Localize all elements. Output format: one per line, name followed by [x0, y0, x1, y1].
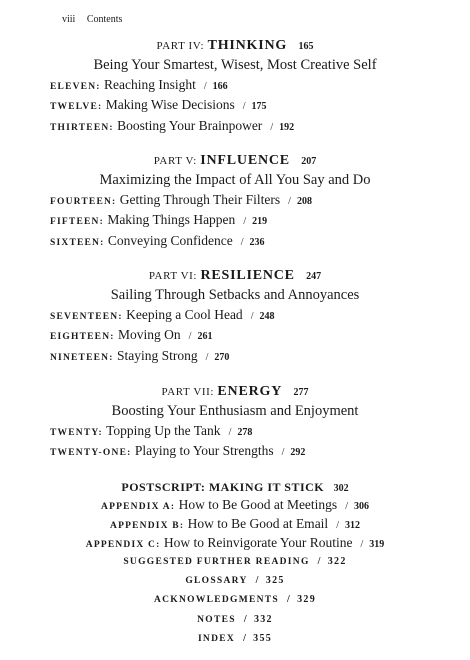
chapter-number: FOURTEEN: [50, 197, 117, 207]
chapter-entry[interactable] [50, 423, 252, 439]
separator: / [243, 633, 248, 644]
chapter-page-number: 166 [212, 81, 228, 92]
separator: / [360, 539, 364, 550]
back-matter-entry[interactable] [0, 575, 470, 586]
separator: / [243, 614, 248, 625]
chapter-title: Reaching Insight [104, 77, 196, 92]
part-heading [0, 384, 470, 420]
back-matter-page-number: 355 [253, 633, 273, 644]
separator: / [203, 81, 207, 92]
part-subtitle: Sailing Through Setbacks and Annoyances [110, 287, 360, 303]
separator: / [281, 447, 285, 458]
chapter-entry[interactable] [50, 348, 229, 364]
chapter-page-number: 175 [251, 101, 267, 112]
part-label: PART IV: [156, 40, 205, 52]
back-matter-entry[interactable] [0, 633, 470, 644]
separator: / [270, 122, 274, 133]
separator: / [250, 311, 254, 322]
back-matter-title: SUGGESTED FURTHER READING [123, 557, 310, 567]
part-title: RESILIENCE [200, 268, 295, 283]
postscript-title: MAKING IT STICK [208, 480, 325, 494]
chapter-entry[interactable] [50, 97, 267, 113]
chapter-title: Playing to Your Strengths [134, 443, 274, 458]
back-matter-page-number: 325 [265, 575, 285, 586]
chapter-number: NINETEEN: [50, 353, 114, 363]
appendix-entry[interactable] [0, 497, 470, 513]
separator: / [288, 196, 291, 207]
chapter-page-number: 236 [249, 237, 265, 248]
chapter-entry[interactable] [50, 212, 267, 228]
part-page-number: 277 [293, 387, 309, 398]
chapter-title: Staying Strong [116, 348, 198, 363]
appendix-label: APPENDIX C: [85, 540, 161, 550]
part-label: PART VI: [148, 270, 198, 282]
appendix-label: APPENDIX A: [101, 502, 176, 512]
chapter-number: SIXTEEN: [50, 238, 105, 248]
page-folio: viii [62, 14, 76, 25]
back-matter-page-number: 329 [297, 594, 317, 605]
separator: / [345, 501, 348, 512]
chapter-number: SEVENTEEN: [50, 312, 123, 322]
back-matter-title: GLOSSARY [185, 576, 248, 586]
running-head-title: Contents [86, 14, 123, 25]
part-heading [0, 153, 470, 189]
appendix-label: APPENDIX B: [110, 521, 185, 531]
part-heading [0, 38, 470, 74]
part-subtitle: Being Your Smartest, Wisest, Most Creative Self [93, 57, 377, 73]
chapter-title: Keeping a Cool Head [126, 307, 243, 322]
separator: / [255, 575, 260, 586]
separator: / [242, 101, 246, 112]
part-page-number: 247 [306, 271, 322, 282]
chapter-number: EIGHTEEN: [50, 332, 115, 342]
part-title: ENERGY [217, 384, 283, 399]
appendix-title: How to Be Good at Meetings [178, 497, 338, 512]
separator: / [336, 520, 339, 531]
appendix-page-number: 312 [344, 520, 360, 531]
part-label: PART VII: [161, 386, 215, 398]
chapter-entry[interactable] [50, 233, 265, 249]
appendix-title: How to Be Good at Email [187, 516, 329, 531]
chapter-page-number: 192 [279, 122, 295, 133]
part-label: PART V: [153, 155, 197, 167]
part-page-number: 165 [298, 41, 314, 52]
back-matter-page-number: 332 [253, 614, 273, 625]
back-matter-entry[interactable] [0, 614, 470, 625]
separator: / [240, 237, 244, 248]
chapter-page-number: 278 [237, 427, 253, 438]
chapter-title: Topping Up the Tank [106, 423, 221, 438]
chapter-entry[interactable] [50, 192, 312, 208]
postscript-page-number: 302 [333, 483, 349, 494]
chapter-page-number: 292 [290, 447, 306, 458]
chapter-page-number: 248 [259, 311, 275, 322]
chapter-number: FIFTEEN: [50, 217, 104, 227]
separator: / [287, 594, 292, 605]
separator: / [317, 556, 322, 567]
postscript-heading[interactable] [0, 480, 470, 495]
chapter-number: THIRTEEN: [50, 123, 114, 133]
chapter-title: Making Things Happen [107, 212, 236, 227]
chapter-entry[interactable] [50, 307, 274, 323]
chapter-title: Making Wise Decisions [105, 97, 235, 112]
back-matter-entry[interactable] [0, 594, 470, 605]
appendix-page-number: 319 [369, 539, 385, 550]
chapter-entry[interactable] [50, 327, 212, 343]
part-subtitle: Boosting Your Enthusiasm and Enjoyment [111, 403, 359, 419]
part-heading [0, 268, 470, 304]
appendix-title: How to Reinvigorate Your Routine [163, 535, 353, 550]
chapter-title: Conveying Confidence [107, 233, 233, 248]
chapter-title: Getting Through Their Filters [119, 192, 281, 207]
separator: / [228, 427, 232, 438]
chapter-entry[interactable] [50, 77, 228, 93]
appendix-entry[interactable] [0, 535, 470, 551]
running-head [62, 14, 122, 25]
chapter-page-number: 219 [252, 216, 268, 227]
appendix-entry[interactable] [0, 516, 470, 532]
back-matter-title: INDEX [197, 634, 236, 644]
chapter-number: ELEVEN: [50, 82, 101, 92]
back-matter-title: ACKNOWLEDGMENTS [153, 595, 280, 605]
back-matter-page-number: 322 [327, 556, 347, 567]
part-title: INFLUENCE [200, 153, 290, 168]
part-subtitle: Maximizing the Impact of All You Say and Do [99, 172, 371, 188]
chapter-page-number: 261 [197, 331, 213, 342]
part-page-number: 207 [301, 156, 317, 167]
chapter-page-number: 270 [214, 352, 230, 363]
chapter-number: TWENTY: [50, 428, 103, 438]
chapter-number: TWENTY-ONE: [50, 448, 132, 458]
chapter-entry[interactable] [50, 118, 294, 134]
separator: / [205, 352, 209, 363]
chapter-page-number: 208 [296, 196, 312, 207]
appendix-page-number: 306 [353, 501, 369, 512]
back-matter-title: NOTES [197, 615, 236, 625]
chapter-entry[interactable] [50, 443, 305, 459]
chapter-number: TWELVE: [50, 102, 103, 112]
separator: / [188, 331, 192, 342]
separator: / [243, 216, 247, 227]
part-title: THINKING [207, 38, 288, 53]
back-matter-entry[interactable] [0, 556, 470, 567]
postscript-label: POSTSCRIPT: [121, 480, 206, 494]
chapter-title: Moving On [118, 327, 181, 342]
chapter-title: Boosting Your Brainpower [117, 118, 263, 133]
